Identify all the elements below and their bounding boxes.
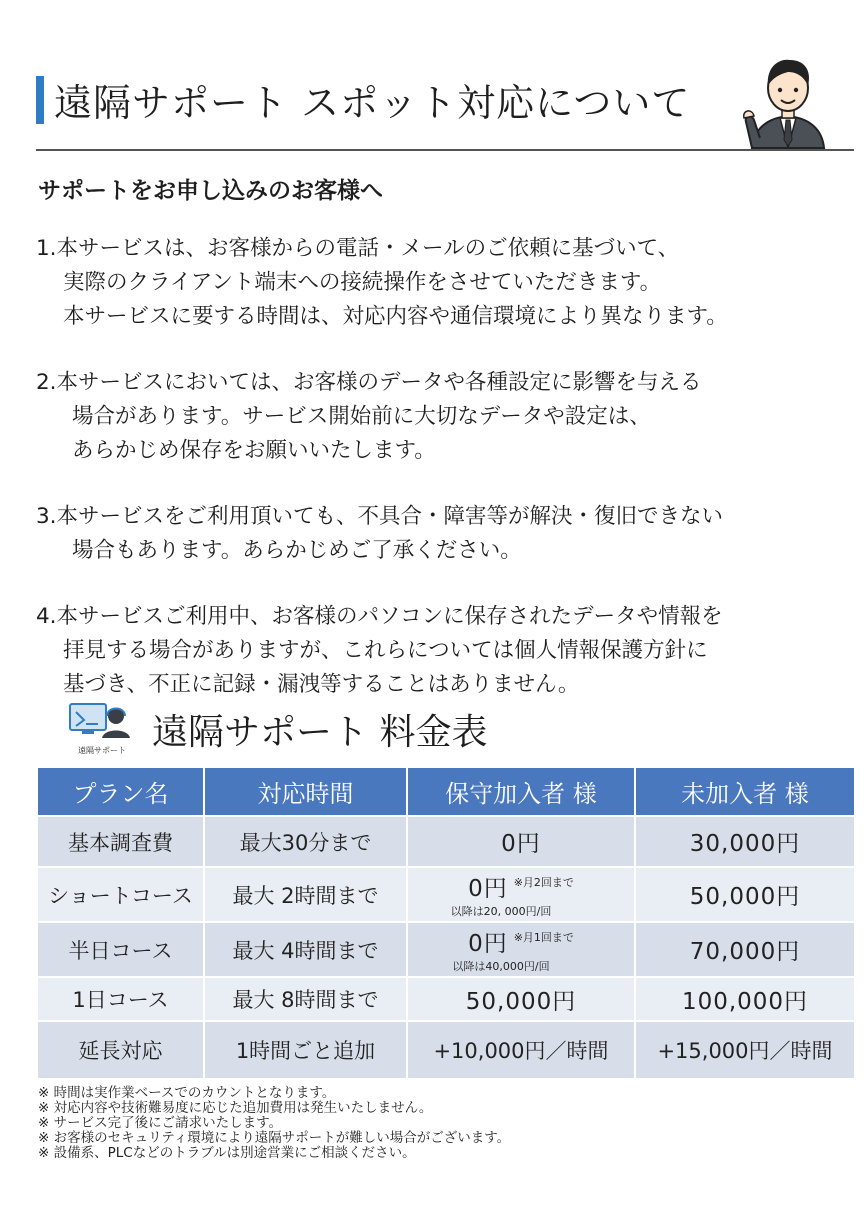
footer-notes [38, 1086, 510, 1161]
fee-table-title: 遠隔サポート 料金表 [152, 712, 488, 753]
fee-table [36, 766, 856, 1080]
notes-list [36, 232, 846, 734]
table-row [37, 867, 855, 922]
column-header-member: 保守加入者 様 [407, 767, 635, 816]
table-row [37, 977, 855, 1021]
footer-note: ※ 対応内容や技術難易度に応じた追加費用は発生いたしません。 [38, 1100, 433, 1116]
nonmember-price: 100,000円 [681, 988, 809, 1015]
plan-cell: 延長対応 [37, 1021, 204, 1079]
nonmember-price: 70,000円 [689, 939, 801, 965]
member-price-note: ※月2回まで [513, 876, 574, 889]
note-line: 拝見する場合がありますが、これらについては個人情報保護方針に [63, 638, 708, 663]
table-row [37, 816, 855, 867]
remote-support-icon [68, 700, 136, 760]
footer-note: ※ 時間は実作業ベースでのカウントとなります。 [38, 1085, 336, 1101]
note-item [36, 600, 846, 702]
note-line: 3.本サービスをご利用頂いても、不具合・障害等が解決・復旧できない [36, 504, 724, 529]
plan-cell: 1日コース [37, 977, 204, 1021]
time-cell: 最大 4時間まで [204, 922, 407, 977]
time-cell: 1時間ごと追加 [204, 1021, 407, 1079]
nonmember-price-cell [635, 977, 855, 1021]
note-line: 4.本サービスご利用中、お客様のパソコンに保存されたデータや情報を [36, 604, 723, 629]
column-header-plan: プラン名 [37, 767, 204, 816]
footer-note: ※ サービス完了後にご請求いたします。 [38, 1115, 283, 1131]
plan-cell: 半日コース [37, 922, 204, 977]
column-header-nonmember: 未加入者 様 [635, 767, 855, 816]
nonmember-price-cell [635, 1021, 855, 1079]
member-price-cell [407, 977, 635, 1021]
note-line: 本サービスに要する時間は、対応内容や通信環境により異なります。 [63, 304, 728, 329]
section-subtitle: サポートをお申し込みのお客様へ [38, 178, 383, 204]
note-line: あらかじめ保存をお願いいたします。 [72, 438, 436, 463]
note-line: 2.本サービスにおいては、お客様のデータや各種設定に影響を与える [36, 370, 702, 395]
fee-table-header-row [37, 767, 855, 816]
nonmember-price-cell [635, 867, 855, 922]
time-cell: 最大 2時間まで [204, 867, 407, 922]
nonmember-price: 50,000円 [689, 884, 801, 910]
time-cell: 最大 8時間まで [204, 977, 407, 1021]
note-line: 場合もあります。あらかじめご了承ください。 [72, 538, 522, 563]
member-price-cell [407, 922, 635, 977]
member-price-cell [407, 1021, 635, 1079]
member-price-sub: 以降は20, 000円/回 [450, 905, 552, 918]
footer-note: ※ 設備系、PLCなどのトラブルは別途営業にご相談ください。 [38, 1145, 416, 1161]
page-title: 遠隔サポート スポット対応について [54, 81, 691, 125]
member-price: +10,000円／時間 [433, 1039, 609, 1063]
member-price-cell [407, 816, 635, 867]
nonmember-price: +15,000円／時間 [657, 1039, 833, 1063]
nonmember-price: 30,000円 [689, 831, 801, 857]
footer-note: ※ お客様のセキュリティ環境により遠隔サポートが難しい場合がございます。 [38, 1130, 511, 1146]
header-divider [36, 149, 854, 151]
column-header-time: 対応時間 [204, 767, 407, 816]
plan-cell: 基本調査費 [37, 816, 204, 867]
member-price-sub: 以降は40,000円/回 [452, 960, 550, 973]
note-line: 実際のクライアント端末への接続操作をさせていただきます。 [63, 270, 662, 295]
nonmember-price-cell [635, 816, 855, 867]
remote-support-icon-label: 遠隔サポート [78, 746, 126, 755]
member-price-note: ※月1回まで [513, 931, 574, 944]
table-row [37, 922, 855, 977]
member-price: 0円 [468, 931, 508, 957]
note-item [36, 500, 846, 568]
member-price: 0円 [468, 876, 508, 902]
member-price-cell [407, 867, 635, 922]
time-cell: 最大30分まで [204, 816, 407, 867]
note-item [36, 232, 846, 334]
member-price: 50,000円 [465, 988, 577, 1015]
note-line: 基づき、不正に記録・漏洩等することはありません。 [63, 672, 580, 697]
note-line: 1.本サービスは、お客様からの電話・メールのご依頼に基づいて、 [36, 236, 680, 261]
member-price: 0円 [501, 831, 541, 857]
note-item [36, 366, 846, 468]
nonmember-price-cell [635, 922, 855, 977]
plan-cell: ショートコース [37, 867, 204, 922]
note-line: 場合があります。サービス開始前に大切なデータや設定は、 [72, 404, 651, 429]
businessman-illustration [738, 52, 838, 152]
table-row [37, 1021, 855, 1079]
title-accent-bar [36, 76, 44, 124]
